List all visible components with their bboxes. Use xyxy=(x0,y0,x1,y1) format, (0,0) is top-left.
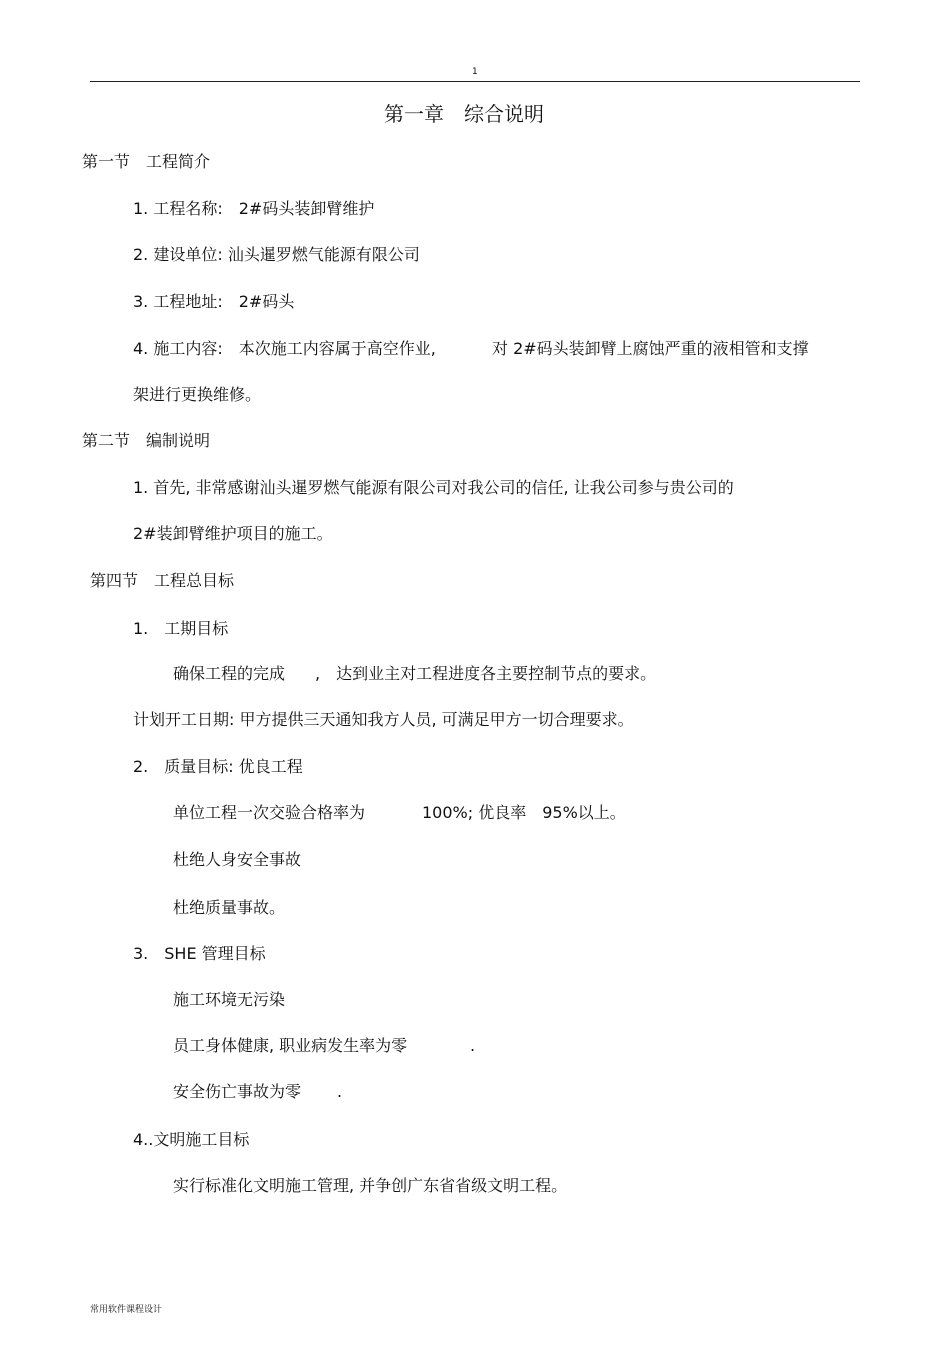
construction-content-line1-a: 4. 施工内容: 本次施工内容属于高空作业, xyxy=(133,339,436,358)
planned-start-date: 计划开工日期: 甲方提供三天通知我方人员, 可满足甲方一切合理要求。 xyxy=(133,710,634,729)
she-goal-line1: 施工环境无污染 xyxy=(173,990,286,1009)
compile-note-line1: 1. 首先, 非常感谢汕头暹罗燃气能源有限公司对我公司的信任, 让我公司参与贵公司的 xyxy=(133,478,734,497)
project-name: 1. 工程名称: 2#码头装卸臂维护 xyxy=(133,199,375,218)
she-goal-line3-a: 安全伤亡事故为零 xyxy=(173,1082,302,1101)
section-title-2: 第二节 编制说明 xyxy=(82,431,211,450)
page-number: 1 xyxy=(472,67,478,77)
schedule-goal-line1-b: , 达到业主对工程进度各主要控制节点的要求。 xyxy=(315,664,657,683)
footer-text: 常用软件课程设计 xyxy=(90,1305,163,1315)
schedule-goal-title: 1. 工期目标 xyxy=(133,619,229,638)
project-address: 3. 工程地址: 2#码头 xyxy=(133,292,295,311)
section-title-4: 第四节 工程总目标 xyxy=(90,571,235,590)
schedule-goal-line1-a: 确保工程的完成 xyxy=(173,664,286,683)
chapter-title: 第一章 综合说明 xyxy=(384,102,544,126)
construction-unit: 2. 建设单位: 汕头暹罗燃气能源有限公司 xyxy=(133,245,420,264)
she-goal-line3-b: . xyxy=(337,1082,343,1101)
section-title-1: 第一节 工程简介 xyxy=(82,152,211,171)
quality-goal-line1-b: 100%; 优良率 95%以上。 xyxy=(422,803,626,822)
quality-goal-title: 2. 质量目标: 优良工程 xyxy=(133,757,303,776)
quality-goal-line1-a: 单位工程一次交验合格率为 xyxy=(173,803,366,822)
quality-goal-line3: 杜绝质量事故。 xyxy=(173,898,286,917)
construction-content-line1-b: 对 2#码头装卸臂上腐蚀严重的液相管和支撑 xyxy=(492,339,809,358)
she-goal-line2-a: 员工身体健康, 职业病发生率为零 xyxy=(173,1036,408,1055)
construction-content-line2: 架进行更换维修。 xyxy=(133,385,262,404)
header-rule xyxy=(90,81,860,82)
civilized-goal-title: 4..文明施工目标 xyxy=(133,1130,250,1149)
quality-goal-line2: 杜绝人身安全事故 xyxy=(173,850,302,869)
she-goal-line2-b: . xyxy=(470,1036,476,1055)
compile-note-line2: 2#装卸臂维护项目的施工。 xyxy=(133,524,333,543)
civilized-goal-line1: 实行标准化文明施工管理, 并争创广东省省级文明工程。 xyxy=(173,1176,568,1195)
she-goal-title: 3. SHE 管理目标 xyxy=(133,944,266,963)
